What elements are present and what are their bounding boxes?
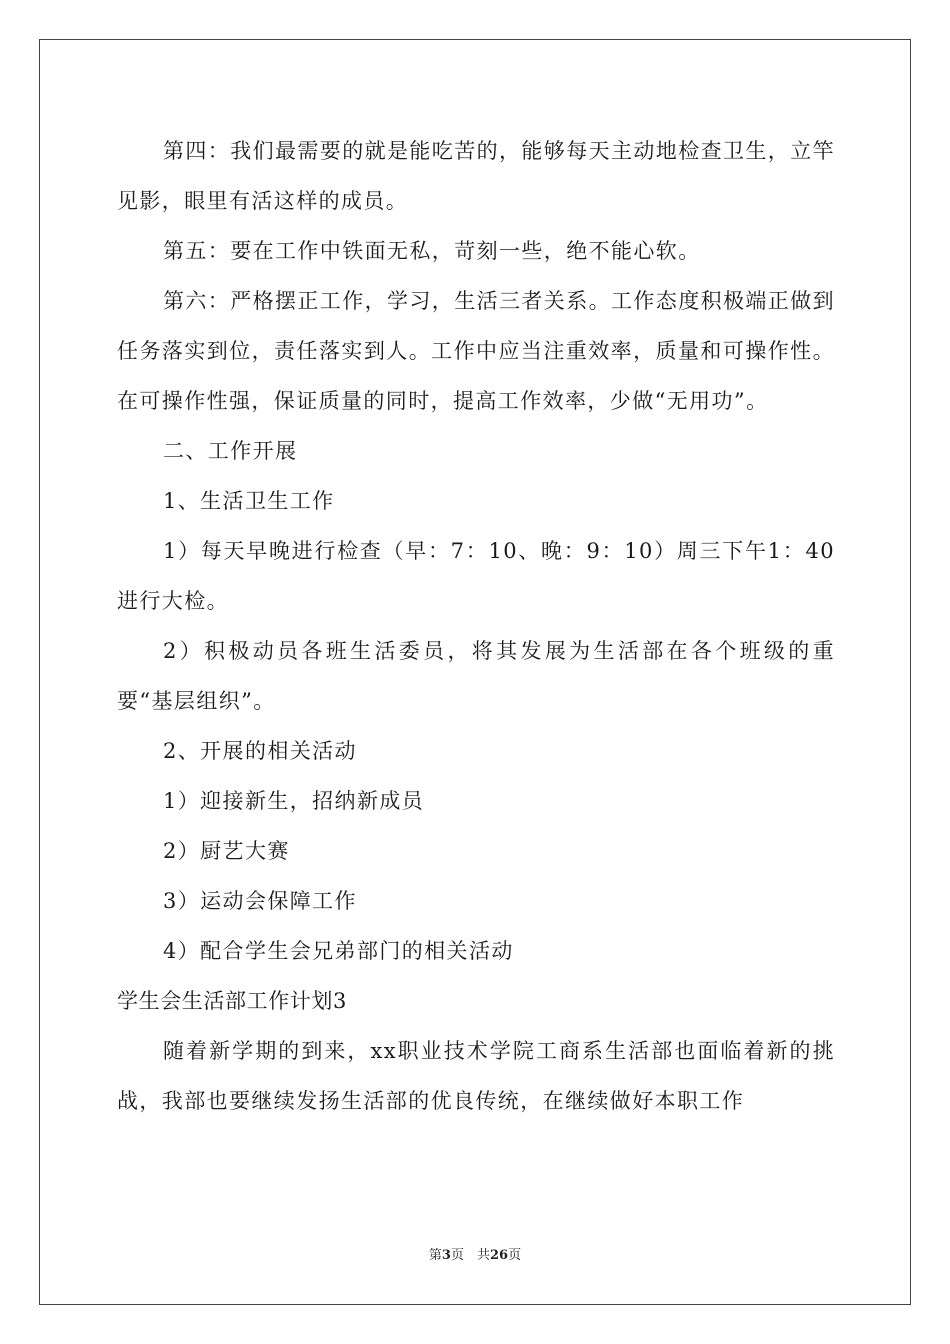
closing-paragraph: 随着新学期的到来，xx职业技术学院工商系生活部也面临着新的挑战，我部也要继续发扬生活部的优良传统，在继续做好本职工作 [117,1039,835,1113]
list-item-recruit: 1）迎接新生，招纳新成员 [163,789,425,813]
section-title: 学生会生活部工作计划3 [117,989,347,1013]
page-prefix: 第 [428,1248,442,1263]
document-body [117,126,835,1126]
total-pages-number: 26 [489,1248,509,1263]
list-item-sports: 3）运动会保障工作 [163,889,357,913]
list-item-inspection: 1）每天早晚进行检查（早：7：10、晚：9：10）周三下午1：40进行大检。 [117,539,835,613]
list-item-cooperation: 4）配合学生会兄弟部门的相关活动 [163,939,514,963]
section-heading-work: 二、工作开展 [163,439,298,463]
page-mid: 页 共 [450,1248,490,1263]
paragraph-4: 第四：我们最需要的就是能吃苦的，能够每天主动地检查卫生，立竿见影，眼里有活这样的成员。 [117,139,835,213]
paragraph-6: 第六：严格摆正工作，学习，生活三者关系。工作态度积极端正做到任务落实到位，责任落实到人。工作中应当注重效率，质量和可操作性。在可操作性强，保证质量的同时，提高工作效率，少做“无用功”。 [117,289,835,413]
subheading-activities: 2、开展的相关活动 [163,739,357,763]
list-item-committee: 2）积极动员各班生活委员，将其发展为生活部在各个班级的重要“基层组织”。 [117,639,835,713]
paragraph-5: 第五：要在工作中铁面无私，苛刻一些，绝不能心软。 [163,239,701,263]
list-item-cooking: 2）厨艺大赛 [163,839,290,863]
page-suffix: 页 [508,1248,522,1263]
subheading-hygiene: 1、生活卫生工作 [163,489,335,513]
current-page-number: 3 [441,1248,451,1263]
page-footer [0,1247,950,1265]
